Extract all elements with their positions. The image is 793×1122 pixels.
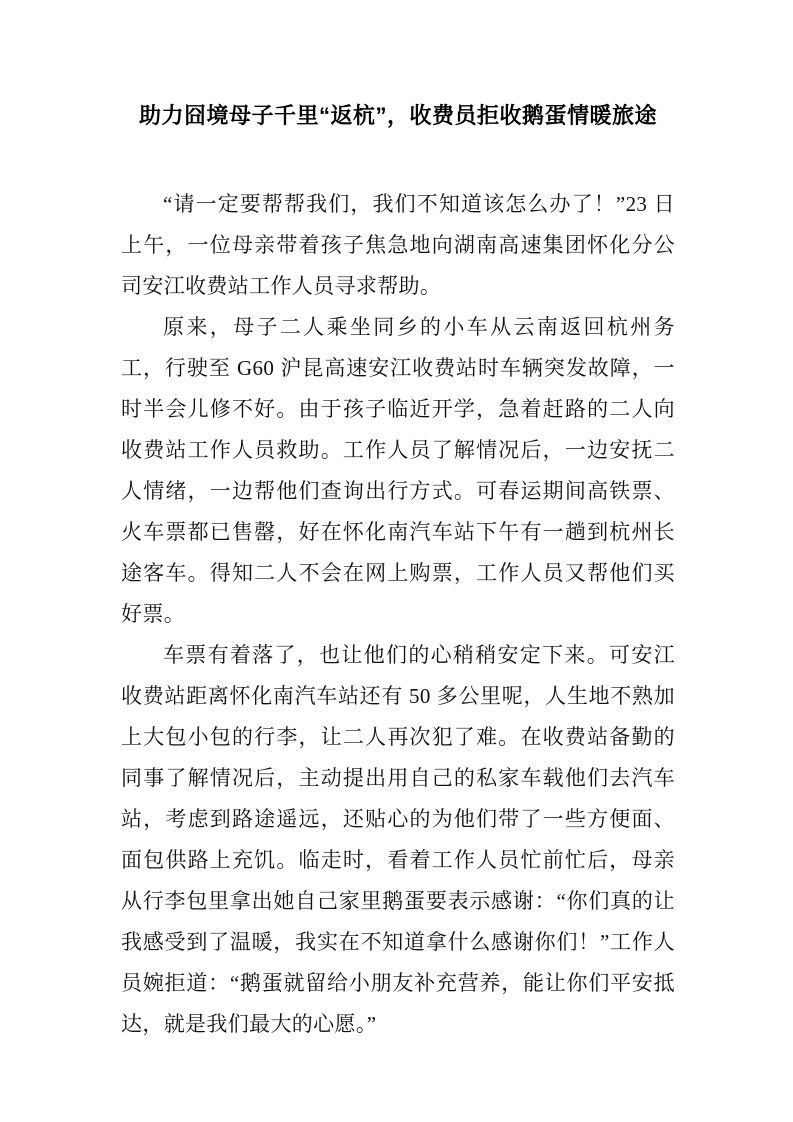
body-paragraph: 原来，母子二人乘坐同乡的小车从云南返回杭州务工，行驶至 G60 沪昆高速安江收费站时车辆突发故障，一时半会儿修不好。由于孩子临近开学，急着赶路的二人向收费站工作人员救助。工作人员了解情况后，一边安抚二人情绪，一边帮他们查询出行方式。可春运期间高铁票、火车票都已售罄，好在怀化南汽车站下午有一趟到杭州长途客车。得知二人不会在网上购票，工作人员又帮他们买好票。 — [121, 315, 675, 626]
body-paragraph: 车票有着落了，也让他们的心稍稍安定下来。可安江收费站距离怀化南汽车站还有 50 多公里呢，人生地不熟加上大包小包的行李，让二人再次犯了难。在收费站备勤的同事了解情况后，主动提出用自己的私家车载他们去汽车站，考虑到路途遥远，还贴心的为他们带了一些方便面、面包供路上充饥。临走时，看着工作人员忙前忙后，母亲从行李包里拿出她自己家里鹅蛋要表示感谢：“你们真的让我感受到了温暖，我实在不知道拿什么感谢你们！”工作人员婉拒道：“鹅蛋就留给小朋友补充营养，能让你们平安抵达，就是我们最大的心愿。” — [121, 643, 675, 1036]
document-body — [121, 184, 675, 1045]
document-title: 助力囧境母子千里“返杭”，收费员拒收鹅蛋情暖旅途 — [138, 103, 657, 128]
body-paragraph: “请一定要帮帮我们，我们不知道该怎么办了！”23 日上午，一位母亲带着孩子焦急地向湖南高速集团怀化分公司安江收费站工作人员寻求帮助。 — [121, 192, 675, 298]
